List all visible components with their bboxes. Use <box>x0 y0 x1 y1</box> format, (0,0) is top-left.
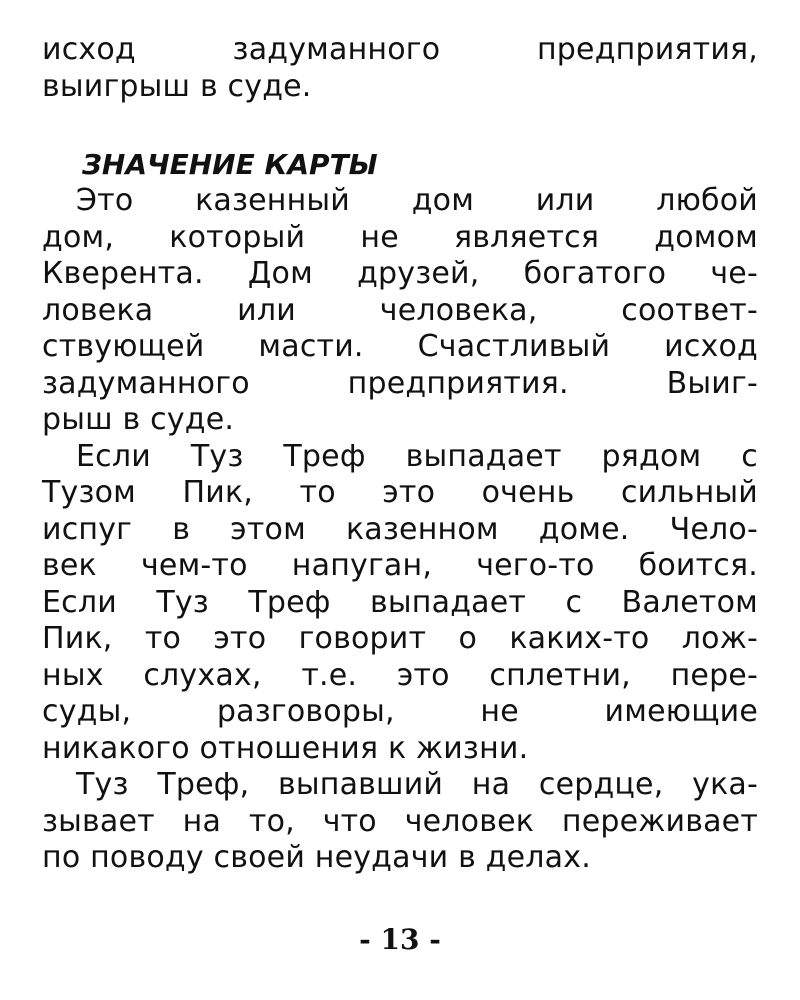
text-line: Туз Треф, выпавший на сердце, ука- <box>76 767 758 802</box>
text-line: Если Туз Треф выпадает с Валетом <box>42 584 758 620</box>
text-line: испуг в этом казенном доме. Чело- <box>42 511 758 547</box>
text-line: Тузом Пик, то это очень сильный <box>42 475 758 510</box>
text-line: задуманного предприятия. Выиг- <box>42 365 758 401</box>
text-line: Пик, то это говорит о каких-то лож- <box>42 621 758 656</box>
text-line: зывает на то, что человек переживает <box>42 803 758 839</box>
page-number: - 13 - <box>359 923 441 956</box>
text-line: Если Туз Треф выпадает рядом с <box>76 438 758 474</box>
text-line: по поводу своей неудачи в делах. <box>42 840 591 875</box>
text-line: дом, который не является домом <box>42 219 758 255</box>
section-heading: ЗНАЧЕНИЕ КАРТЫ <box>82 148 378 181</box>
paragraph-on-heart <box>42 767 758 877</box>
text-line: век чем-то напуган, чего-то боится. <box>42 548 758 583</box>
section-gap <box>42 105 758 147</box>
text-line: исход задуманного предприятия, <box>42 32 758 67</box>
text-line: Кверента. Дом друзей, богатого че- <box>42 256 758 291</box>
text-line: выигрыш в суде. <box>42 68 312 104</box>
text-line: ствующей масти. Счастливый исход <box>42 329 758 364</box>
paragraph-ace-of-spades <box>42 439 758 768</box>
text-line: Это казенный дом или любой <box>76 183 758 218</box>
text-line: ловека или человека, соответ- <box>42 292 758 328</box>
text-line: суды, разговоры, не имеющие <box>42 694 758 729</box>
paragraph-meaning <box>42 183 758 439</box>
text-line: никакого отношения к жизни. <box>42 730 529 766</box>
page-body <box>42 32 758 877</box>
intro-fragment <box>42 32 758 105</box>
text-line: ных слухах, т.е. это сплетни, пере- <box>42 657 758 693</box>
text-line: рыш в суде. <box>42 402 235 437</box>
